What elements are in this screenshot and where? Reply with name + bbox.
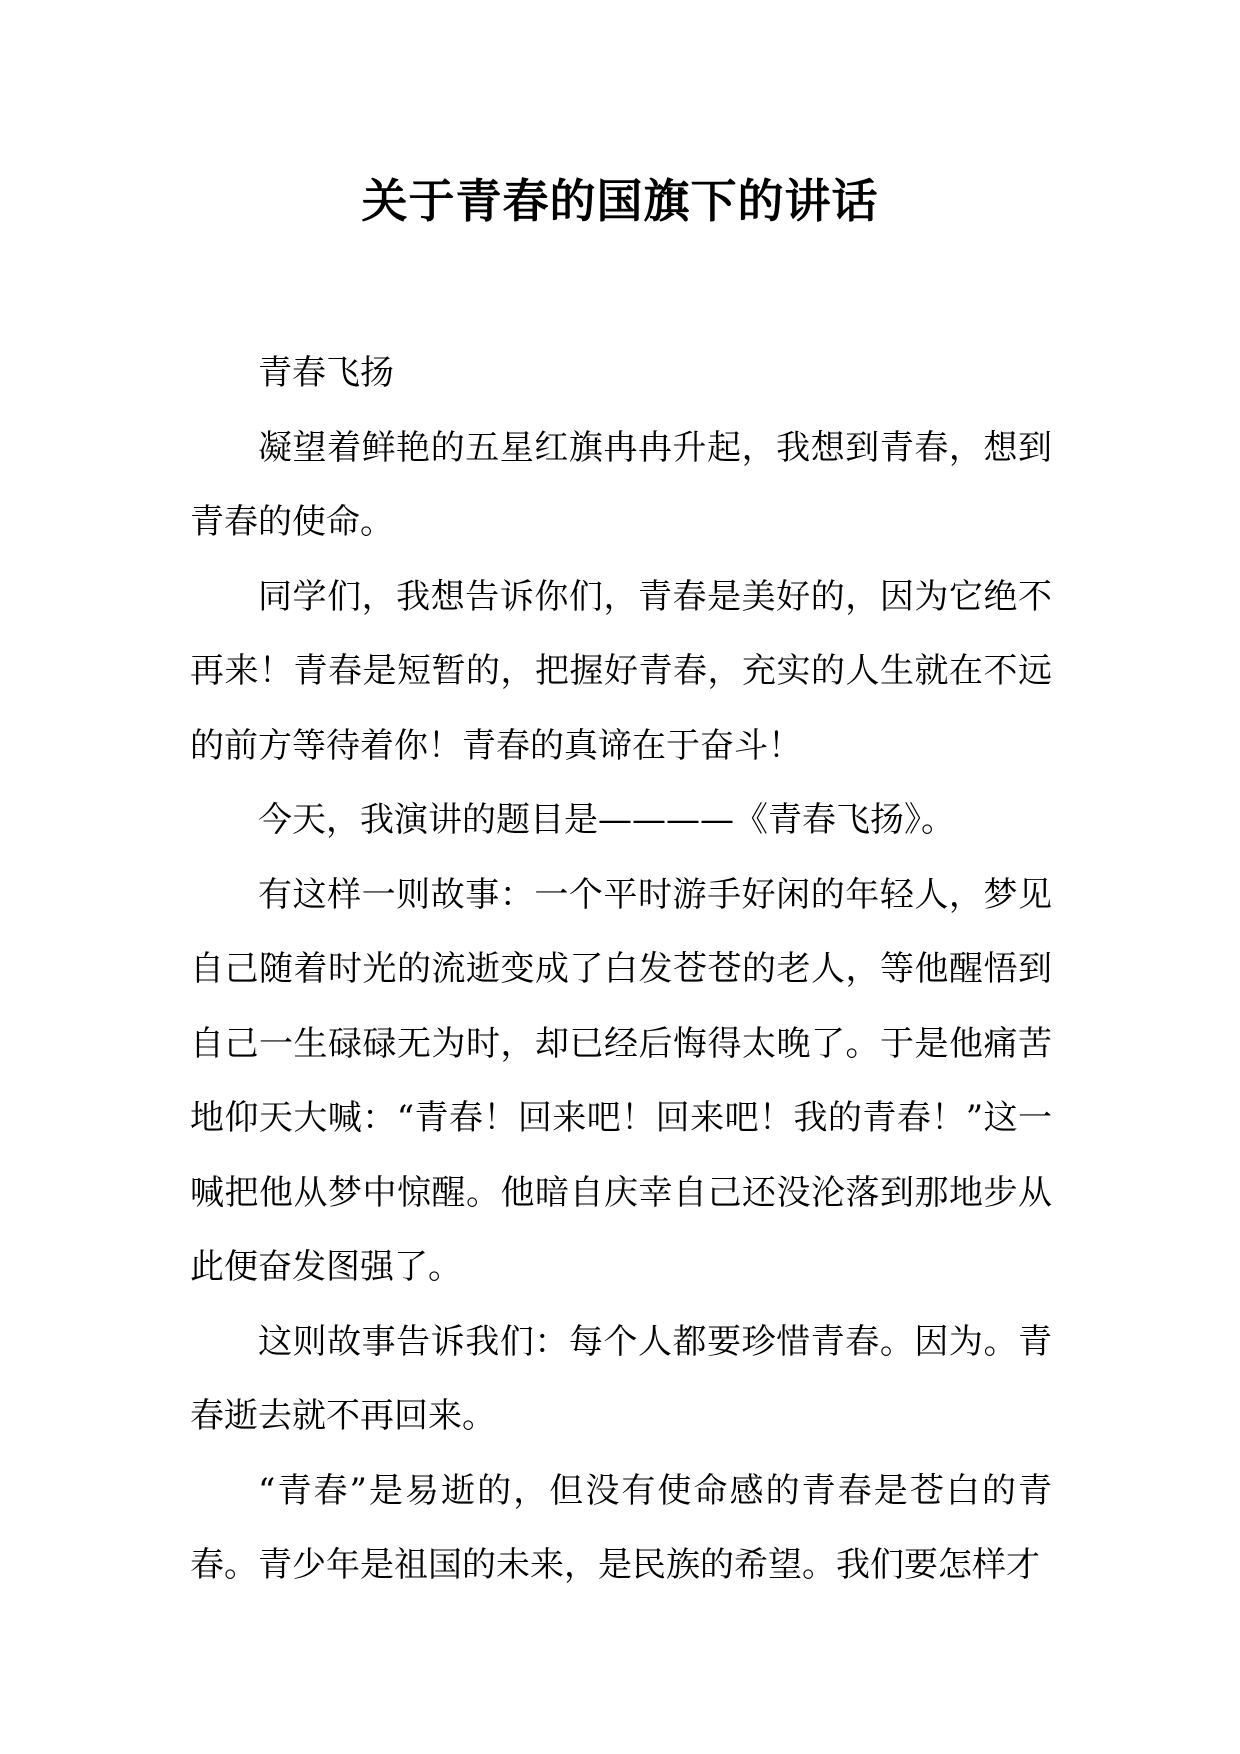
paragraph: 青春飞扬 <box>258 353 394 393</box>
document-body <box>190 336 1052 1603</box>
paragraph: “青春”是易逝的，但没有使命感的青春是苍白的青春。青少年是祖国的未来，是民族的希望。我们要怎样才 <box>190 1470 1052 1585</box>
paragraph: 这则故事告诉我们：每个人都要珍惜青春。因为。青春逝去就不再回来。 <box>190 1321 1052 1436</box>
paragraph: 凝望着鲜艳的五星红旗冉冉升起，我想到青春，想到青春的使命。 <box>190 427 1052 542</box>
paragraph: 有这样一则故事：一个平时游手好闲的年轻人，梦见自己随着时光的流逝变成了白发苍苍的老人，等他醒悟到自己一生碌碌无为时，却已经后悔得太晚了。于是他痛苦地仰天大喊：“青春！回来吧！回来吧！我的青春！”这一喊把他从梦中惊醒。他暗自庆幸自己还没沦落到那地步从此便奋发图强了。 <box>190 874 1052 1287</box>
document-title: 关于青春的国旗下的讲话 <box>361 174 879 228</box>
paragraph: 今天，我演讲的题目是————《青春飞扬》。 <box>258 800 955 840</box>
paragraph: 同学们，我想告诉你们，青春是美好的，因为它绝不再来！青春是短暂的，把握好青春，充实的人生就在不远的前方等待着你！青春的真谛在于奋斗！ <box>190 576 1052 766</box>
